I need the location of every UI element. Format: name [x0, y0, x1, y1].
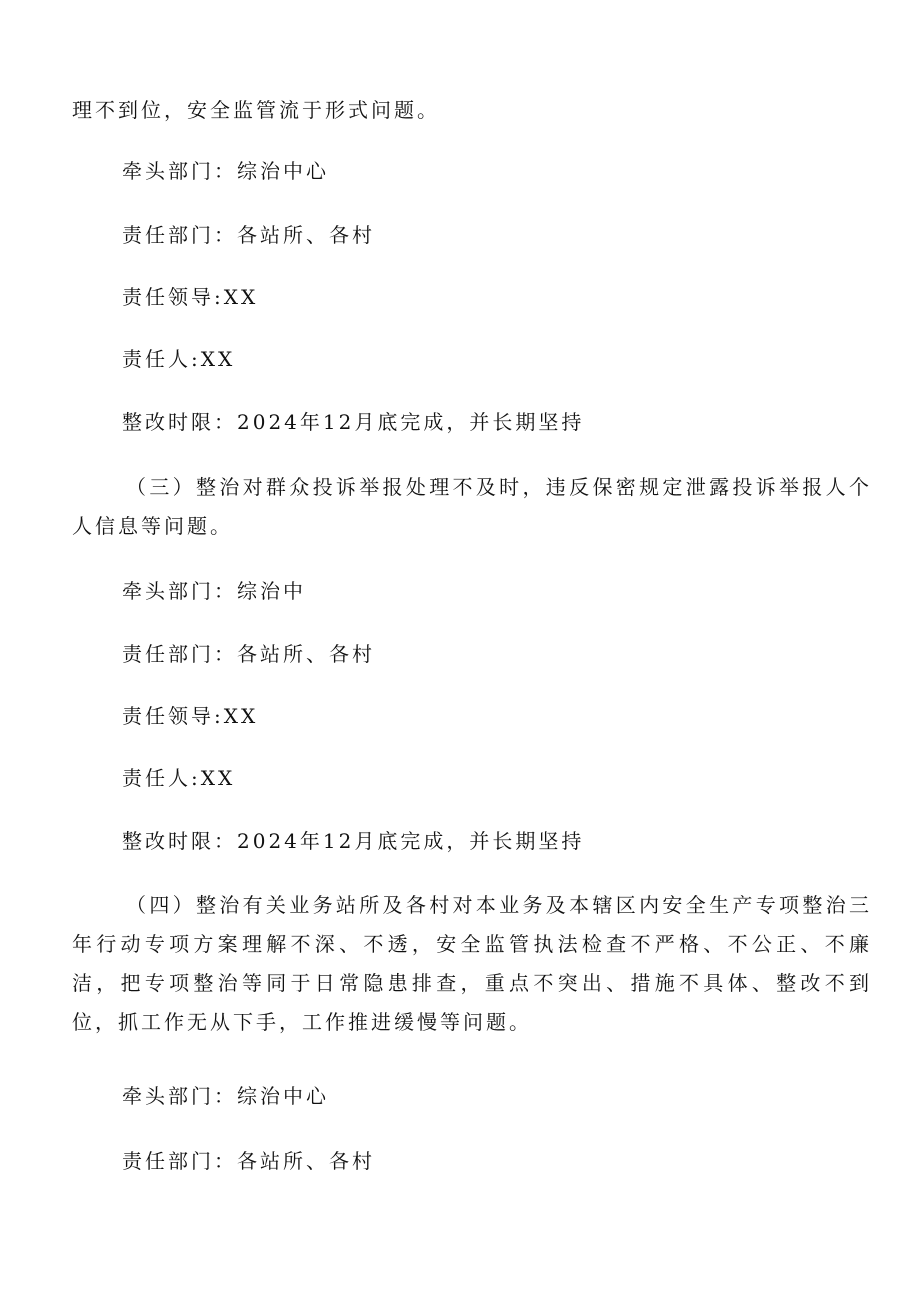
responsible-department: 责任部门：各站所、各村 [122, 1149, 375, 1173]
lead-department: 牵头部门：综治中心 [122, 1084, 329, 1108]
section-4-heading: （四）整治有关业务站所及各村对本业务及本辖区内安全生产专项整治三年行动专项方案理解不深、不透，安全监管执法检查不严格、不公正、不廉洁，把专项整治等同于日常隐患排查，重点不突出、措施不具体、整改不到位，抓工作无从下手，工作推进缓慢等问题。 [72, 893, 872, 1034]
responsible-person: 责任人:XX [122, 766, 236, 790]
section-3-heading: （三）整治对群众投诉举报处理不及时，违反保密规定泄露投诉举报人个人信息等问题。 [72, 475, 872, 538]
continuation-text: 理不到位，安全监管流于形式问题。 [72, 98, 440, 122]
responsible-person: 责任人:XX [122, 347, 236, 371]
responsible-department: 责任部门：各站所、各村 [122, 642, 375, 666]
responsible-leader: 责任领导:XX [122, 704, 259, 728]
responsible-department: 责任部门：各站所、各村 [122, 223, 375, 247]
deadline: 整改时限：2024年12月底完成，并长期坚持 [122, 410, 585, 434]
lead-department: 牵头部门：综治中心 [122, 159, 329, 183]
lead-department: 牵头部门：综治中 [122, 579, 306, 603]
responsible-leader: 责任领导:XX [122, 285, 259, 309]
deadline: 整改时限：2024年12月底完成，并长期坚持 [122, 829, 585, 853]
